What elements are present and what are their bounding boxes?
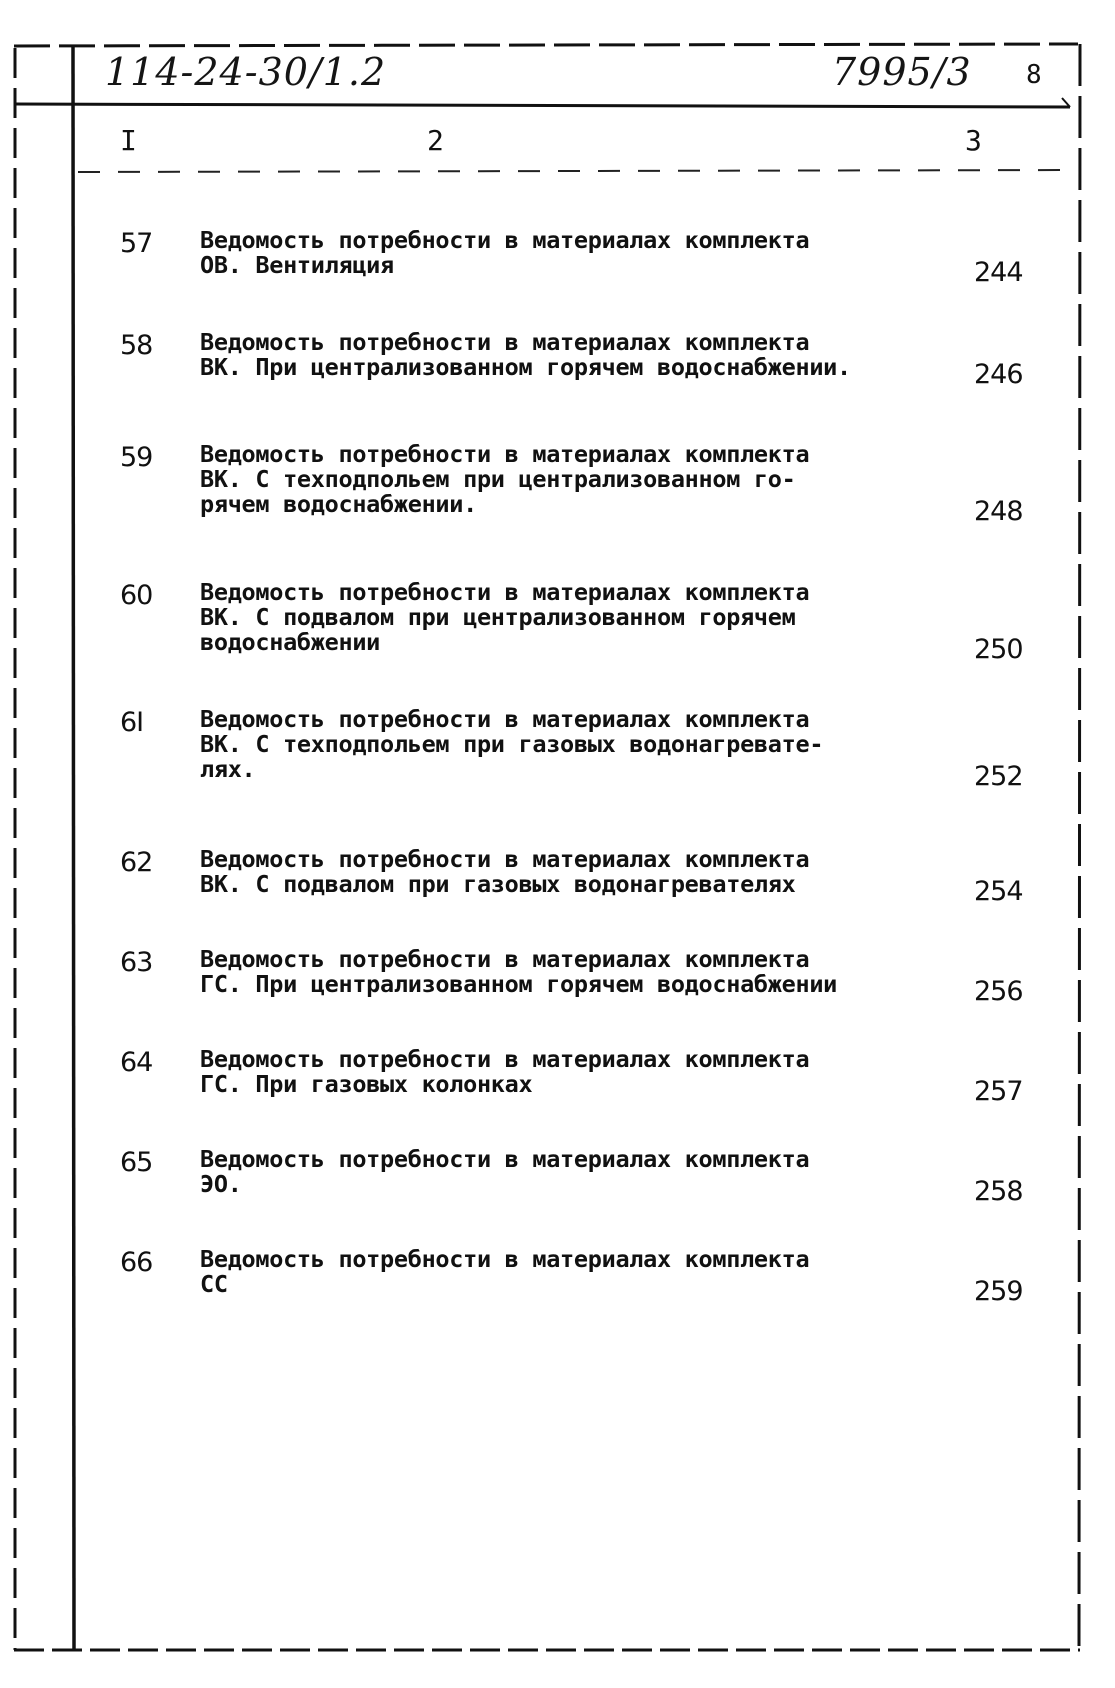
entry-number: 66 <box>120 1247 153 1278</box>
entry-title <box>200 442 809 517</box>
entry-title-line: Ведомость потребности в материалах комплекта <box>200 578 810 606</box>
entry-title-line: ГС. При централизованном горячем водоснабжении <box>200 970 838 998</box>
entry-page-number: 256 <box>974 976 1023 1007</box>
entry-number: 62 <box>120 847 153 878</box>
entry-title-line: ВК. С подвалом при централизованном горячем <box>200 603 796 631</box>
entry-title-line: Ведомость потребности в материалах комплекта <box>200 845 810 873</box>
entry-number: 64 <box>120 1047 153 1078</box>
entry-page-number: 248 <box>974 496 1023 527</box>
entry-number: 63 <box>120 947 153 978</box>
entry-title-line: рячем водоснабжении. <box>200 490 477 518</box>
entry-title-line: ОВ. Вентиляция <box>200 251 394 279</box>
entry-number: 65 <box>120 1147 153 1178</box>
entry-page-number: 244 <box>974 257 1023 288</box>
entry-title-line: Ведомость потребности в материалах комплекта <box>200 440 810 468</box>
entry-page-number: 257 <box>974 1076 1023 1107</box>
entry-title-line: ЭО. <box>200 1170 242 1198</box>
entry-title-line: Ведомость потребности в материалах комплекта <box>200 1145 810 1173</box>
entry-title-line: ВК. С техподпольем при централизованном го- <box>200 465 796 493</box>
entry-number: 57 <box>120 228 153 259</box>
entry-number: 6I <box>120 707 144 738</box>
entry-title <box>200 1247 809 1297</box>
entry-number: 60 <box>120 580 153 611</box>
entry-title <box>200 947 837 997</box>
entry-title-line: Ведомость потребности в материалах комплекта <box>200 945 810 973</box>
column-header-2: 2 <box>427 124 444 157</box>
inventory-code: 7995/3 <box>832 50 972 94</box>
entry-number: 58 <box>120 330 153 361</box>
document-code: 114-24-30/1.2 <box>105 50 387 94</box>
entry-title-line: Ведомость потребности в материалах комплекта <box>200 1045 810 1073</box>
column-header-3: 3 <box>965 124 982 157</box>
entry-title <box>200 847 809 897</box>
entry-page-number: 250 <box>974 634 1023 665</box>
entry-title <box>200 580 809 655</box>
entry-page-number: 254 <box>974 876 1023 907</box>
entry-number: 59 <box>120 442 153 473</box>
entry-title-line: ГС. При газовых колонках <box>200 1070 533 1098</box>
entry-title-line: Ведомость потребности в материалах комплекта <box>200 226 810 254</box>
entry-title <box>200 1047 809 1097</box>
entry-page-number: 259 <box>974 1276 1023 1307</box>
entry-title-line: водоснабжении <box>200 628 381 656</box>
entry-title <box>200 228 809 278</box>
entry-title-line: Ведомость потребности в материалах комплекта <box>200 1245 810 1273</box>
entry-title <box>200 707 823 782</box>
entry-page-number: 246 <box>974 359 1023 390</box>
entry-title-line: СС <box>200 1270 228 1298</box>
entry-title <box>200 330 851 380</box>
column-header-1: I <box>120 124 137 157</box>
entry-title-line: ВК. С подвалом при газовых водонагревателях <box>200 870 796 898</box>
entry-title-line: Ведомость потребности в материалах комплекта <box>200 705 810 733</box>
entry-title-line: Ведомость потребности в материалах комплекта <box>200 328 810 356</box>
entry-title-line: ВК. При централизованном горячем водоснабжении. <box>200 353 851 381</box>
entry-title <box>200 1147 809 1197</box>
entry-page-number: 258 <box>974 1176 1023 1207</box>
entry-title-line: лях. <box>200 755 256 783</box>
page-number: 8 <box>1026 60 1042 90</box>
entry-title-line: ВК. С техподпольем при газовых водонагревате- <box>200 730 824 758</box>
entry-page-number: 252 <box>974 761 1023 792</box>
